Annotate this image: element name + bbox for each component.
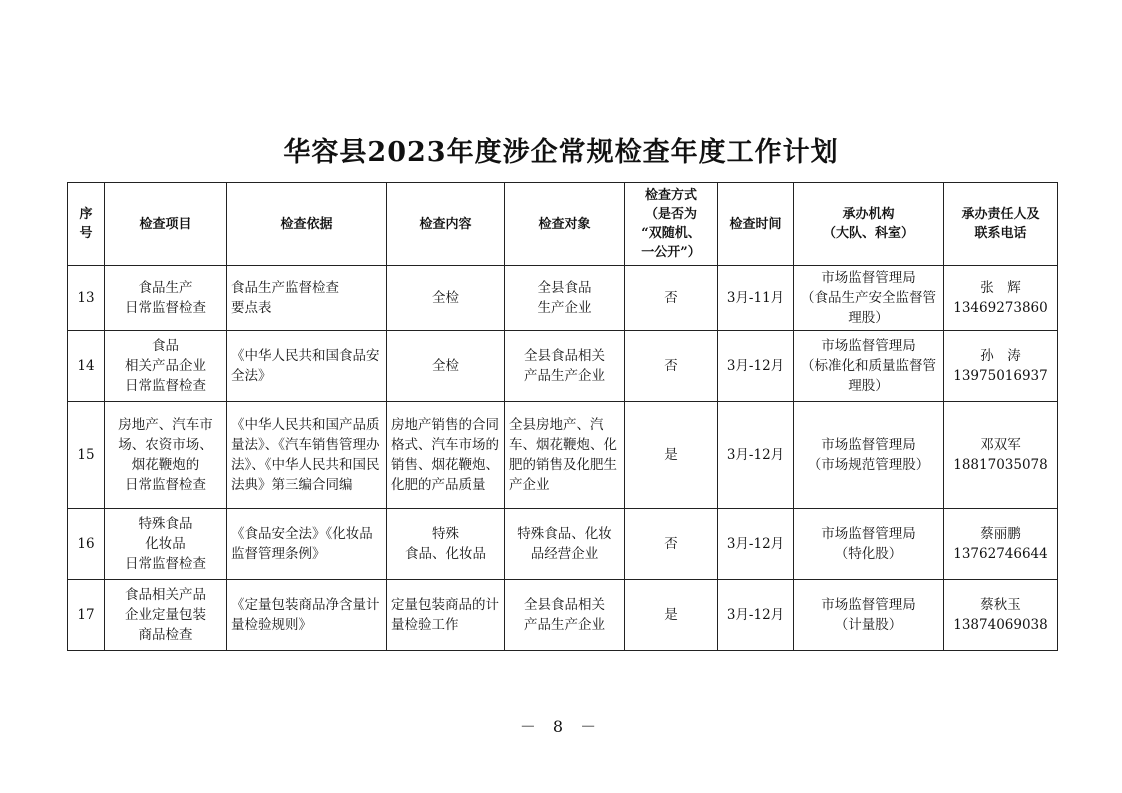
table-header-row — [68, 183, 1058, 266]
row-no: 15 — [68, 402, 105, 509]
table-row — [68, 402, 1058, 509]
row-method: 否 — [625, 509, 718, 580]
row-basis: 《中华人民共和国产品质量法》、《汽车销售管理办法》、《中华人民共和国民法典》第三编合同编 — [227, 402, 387, 509]
row-person: 孙 涛 13975016937 — [944, 331, 1058, 402]
header-person: 承办责任人及 联系电话 — [944, 183, 1058, 266]
row-content: 特殊 食品、化妆品 — [387, 509, 505, 580]
row-time: 3月-12月 — [718, 331, 794, 402]
table-row — [68, 331, 1058, 402]
row-target: 特殊食品、化妆 品经营企业 — [505, 509, 625, 580]
table-row — [68, 509, 1058, 580]
header-item: 检查项目 — [105, 183, 227, 266]
row-person: 张 辉 13469273860 — [944, 266, 1058, 331]
row-content: 全检 — [387, 266, 505, 331]
row-target: 全县食品相关 产品生产企业 — [505, 580, 625, 651]
row-org: 市场监督管理局 （计量股） — [794, 580, 944, 651]
header-no: 序 号 — [68, 183, 105, 266]
header-content: 检查内容 — [387, 183, 505, 266]
header-org: 承办机构 （大队、科室） — [794, 183, 944, 266]
row-no: 14 — [68, 331, 105, 402]
row-person: 蔡丽鹏 13762746644 — [944, 509, 1058, 580]
row-method: 是 — [625, 402, 718, 509]
row-target: 全县食品相关 产品生产企业 — [505, 331, 625, 402]
row-content: 定量包装商品的计量检验工作 — [387, 580, 505, 651]
row-org: 市场监督管理局 （市场规范管理股） — [794, 402, 944, 509]
header-target: 检查对象 — [505, 183, 625, 266]
row-target: 全县房地产、汽车、烟花鞭炮、化肥的销售及化肥生产企业 — [505, 402, 625, 509]
row-org: 市场监督管理局 （食品生产安全监督管理股） — [794, 266, 944, 331]
row-org: 市场监督管理局 （标准化和质量监督管理股） — [794, 331, 944, 402]
row-item: 食品相关产品 企业定量包装 商品检查 — [105, 580, 227, 651]
row-content: 房地产销售的合同格式、汽车市场的销售、烟花鞭炮、化肥的产品质量 — [387, 402, 505, 509]
row-target: 全县食品 生产企业 — [505, 266, 625, 331]
row-no: 13 — [68, 266, 105, 331]
header-time: 检查时间 — [718, 183, 794, 266]
row-time: 3月-12月 — [718, 509, 794, 580]
document-title: 华容县2023年度涉企常规检查年度工作计划 — [283, 137, 839, 168]
table-row — [68, 266, 1058, 331]
table-row — [68, 580, 1058, 651]
row-basis: 《定量包装商品净含量计量检验规则》 — [227, 580, 387, 651]
row-item: 房地产、汽车市场、农资市场、 烟花鞭炮的 日常监督检查 — [105, 402, 227, 509]
row-item: 食品生产 日常监督检查 — [105, 266, 227, 331]
row-no: 17 — [68, 580, 105, 651]
row-method: 否 — [625, 331, 718, 402]
header-basis: 检查依据 — [227, 183, 387, 266]
row-item: 食品 相关产品企业 日常监督检查 — [105, 331, 227, 402]
header-method: 检查方式 （是否为 “双随机、 一公开”） — [625, 183, 718, 266]
row-method: 是 — [625, 580, 718, 651]
row-time: 3月-12月 — [718, 580, 794, 651]
row-item: 特殊食品 化妆品 日常监督检查 — [105, 509, 227, 580]
row-time: 3月-12月 — [718, 402, 794, 509]
row-content: 全检 — [387, 331, 505, 402]
row-basis: 食品生产监督检查 要点表 — [227, 266, 387, 331]
row-org: 市场监督管理局 （特化股） — [794, 509, 944, 580]
page-number: － 8 － — [519, 717, 603, 736]
row-method: 否 — [625, 266, 718, 331]
row-basis: 《食品安全法》《化妆品监督管理条例》 — [227, 509, 387, 580]
row-person: 蔡秋玉 13874069038 — [944, 580, 1058, 651]
row-basis: 《中华人民共和国食品安全法》 — [227, 331, 387, 402]
inspection-plan-table — [67, 182, 1058, 651]
row-person: 邓双军 18817035078 — [944, 402, 1058, 509]
row-time: 3月-11月 — [718, 266, 794, 331]
row-no: 16 — [68, 509, 105, 580]
